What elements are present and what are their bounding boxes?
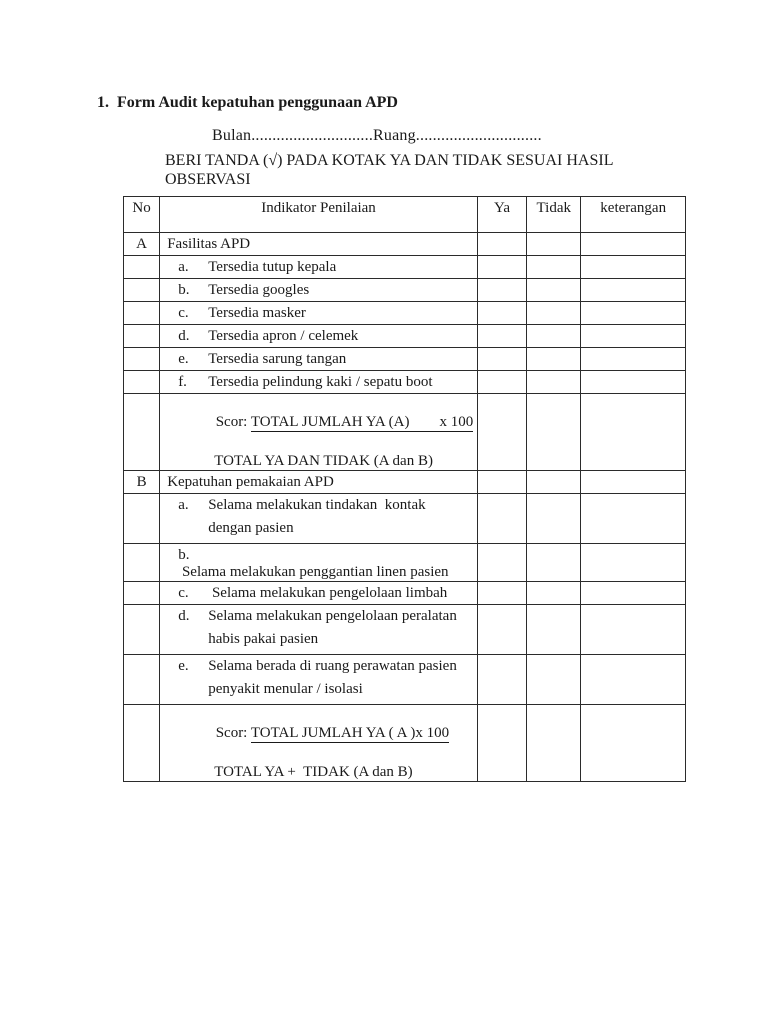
item-text: Selama melakukan pengelolaan limbah [208, 585, 448, 601]
indicator-item [160, 494, 478, 544]
ya-cell [477, 655, 526, 705]
table-row-score-a [124, 394, 686, 471]
no-cell [124, 705, 160, 782]
item-text-line2: habis pakai pasien [208, 631, 319, 647]
ya-cell [477, 325, 526, 348]
no-cell [124, 605, 160, 655]
score-formula [160, 394, 478, 471]
instruction-line-1: BERI TANDA (√) PADA KOTAK YA DAN TIDAK SESUAI HASIL [165, 152, 614, 169]
keterangan-cell [581, 582, 686, 605]
indicator-item [160, 371, 478, 394]
no-cell: A [124, 233, 160, 256]
ya-cell [477, 256, 526, 279]
keterangan-cell [581, 605, 686, 655]
tidak-cell [527, 705, 581, 782]
table-row-section-a [124, 233, 686, 256]
header-tidak: Tidak [527, 197, 581, 233]
no-cell [124, 325, 160, 348]
tidak-cell [527, 394, 581, 471]
ya-cell [477, 279, 526, 302]
keterangan-cell [581, 279, 686, 302]
tidak-cell [527, 605, 581, 655]
keterangan-cell [581, 325, 686, 348]
indicator-item [160, 348, 478, 371]
keterangan-cell [581, 394, 686, 471]
table-row-item [124, 256, 686, 279]
keterangan-cell [581, 371, 686, 394]
table-row-item [124, 494, 686, 544]
table-row-item [124, 371, 686, 394]
item-text-line2: dengan pasien [208, 520, 294, 536]
score-prefix: Scor: [215, 414, 251, 430]
section-label: Kepatuhan pemakaian APD [160, 471, 478, 494]
no-cell [124, 494, 160, 544]
item-letter: c. [178, 585, 189, 601]
table-row-item [124, 544, 686, 582]
table-row-score-b [124, 705, 686, 782]
item-letter: e. [178, 658, 189, 674]
indicator-item [160, 582, 478, 605]
score-numerator: TOTAL JUMLAH YA (A) x 100 [250, 414, 474, 430]
instruction-text [165, 151, 635, 189]
keterangan-cell [581, 705, 686, 782]
keterangan-cell [581, 256, 686, 279]
score-numerator: TOTAL JUMLAH YA ( A )x 100 [250, 725, 450, 741]
keterangan-cell [581, 233, 686, 256]
header-no: No [124, 197, 160, 233]
item-text: Tersedia masker [208, 305, 306, 321]
ya-cell [477, 371, 526, 394]
item-letter: e. [178, 351, 189, 367]
ya-cell [477, 394, 526, 471]
keterangan-cell [581, 655, 686, 705]
item-text: Tersedia apron / celemek [208, 328, 359, 344]
indicator-item [160, 544, 478, 582]
item-text: Selama melakukan penggantian linen pasien [178, 564, 449, 580]
no-cell [124, 256, 160, 279]
item-letter: d. [178, 328, 190, 344]
no-cell [124, 394, 160, 471]
tidak-cell [527, 655, 581, 705]
item-text: Tersedia tutup kepala [208, 259, 337, 275]
bulan-ruang-line: Bulan.............................Ruang.............................. [212, 127, 542, 144]
ya-cell [477, 494, 526, 544]
keterangan-cell [581, 544, 686, 582]
tidak-cell [527, 233, 581, 256]
score-formula [160, 705, 478, 782]
item-text: Selama berada di ruang perawatan pasien [208, 658, 457, 674]
no-cell [124, 279, 160, 302]
tidak-cell [527, 471, 581, 494]
item-letter: b. [178, 282, 190, 298]
table-row-item [124, 348, 686, 371]
indicator-item [160, 605, 478, 655]
title-text: Form Audit kepatuhan penggunaan APD [117, 94, 398, 111]
score-denominator: TOTAL YA DAN TIDAK (A dan B) [214, 453, 433, 469]
header-ya: Ya [477, 197, 526, 233]
indicator-item [160, 256, 478, 279]
item-text: Tersedia pelindung kaki / sepatu boot [208, 374, 433, 390]
page-title [97, 94, 398, 112]
tidak-cell [527, 494, 581, 544]
audit-table [123, 196, 686, 782]
no-cell [124, 655, 160, 705]
tidak-cell [527, 256, 581, 279]
ya-cell [477, 705, 526, 782]
section-label: Fasilitas APD [160, 233, 478, 256]
score-prefix: Scor: [215, 725, 251, 741]
item-text: Selama melakukan tindakan kontak [208, 497, 426, 513]
item-text: Tersedia sarung tangan [208, 351, 347, 367]
ya-cell [477, 233, 526, 256]
no-cell [124, 371, 160, 394]
ya-cell [477, 605, 526, 655]
no-cell [124, 582, 160, 605]
header-keterangan: keterangan [581, 197, 686, 233]
score-denominator: TOTAL YA + TIDAK (A dan B) [214, 764, 413, 780]
keterangan-cell [581, 302, 686, 325]
tidak-cell [527, 544, 581, 582]
tidak-cell [527, 279, 581, 302]
keterangan-cell [581, 348, 686, 371]
item-text: Tersedia googles [208, 282, 310, 298]
indicator-item [160, 655, 478, 705]
header-indicator: Indikator Penilaian [160, 197, 478, 233]
item-letter: b. [178, 547, 190, 563]
tidak-cell [527, 582, 581, 605]
no-cell [124, 348, 160, 371]
no-cell [124, 302, 160, 325]
indicator-item [160, 302, 478, 325]
tidak-cell [527, 348, 581, 371]
tidak-cell [527, 371, 581, 394]
title-number: 1. [97, 94, 109, 111]
table-row-item [124, 279, 686, 302]
item-letter: d. [178, 608, 190, 624]
tidak-cell [527, 302, 581, 325]
table-row-item [124, 325, 686, 348]
ya-cell [477, 348, 526, 371]
table-row-item [124, 302, 686, 325]
table-row-item [124, 655, 686, 705]
tidak-cell [527, 325, 581, 348]
keterangan-cell [581, 471, 686, 494]
item-text: Selama melakukan pengelolaan peralatan [208, 608, 457, 624]
no-cell: B [124, 471, 160, 494]
item-letter: a. [178, 497, 189, 513]
ya-cell [477, 302, 526, 325]
instruction-line-2: OBSERVASI [165, 171, 251, 188]
indicator-item [160, 325, 478, 348]
table-row-item [124, 582, 686, 605]
table-row-item [124, 605, 686, 655]
ya-cell [477, 544, 526, 582]
item-text-line2: penyakit menular / isolasi [208, 681, 363, 697]
item-letter: c. [178, 305, 189, 321]
table-row-section-b [124, 471, 686, 494]
no-cell [124, 544, 160, 582]
indicator-item [160, 279, 478, 302]
ya-cell [477, 582, 526, 605]
table-header-row [124, 197, 686, 233]
ya-cell [477, 471, 526, 494]
item-letter: a. [178, 259, 189, 275]
item-letter: f. [178, 374, 187, 390]
keterangan-cell [581, 494, 686, 544]
